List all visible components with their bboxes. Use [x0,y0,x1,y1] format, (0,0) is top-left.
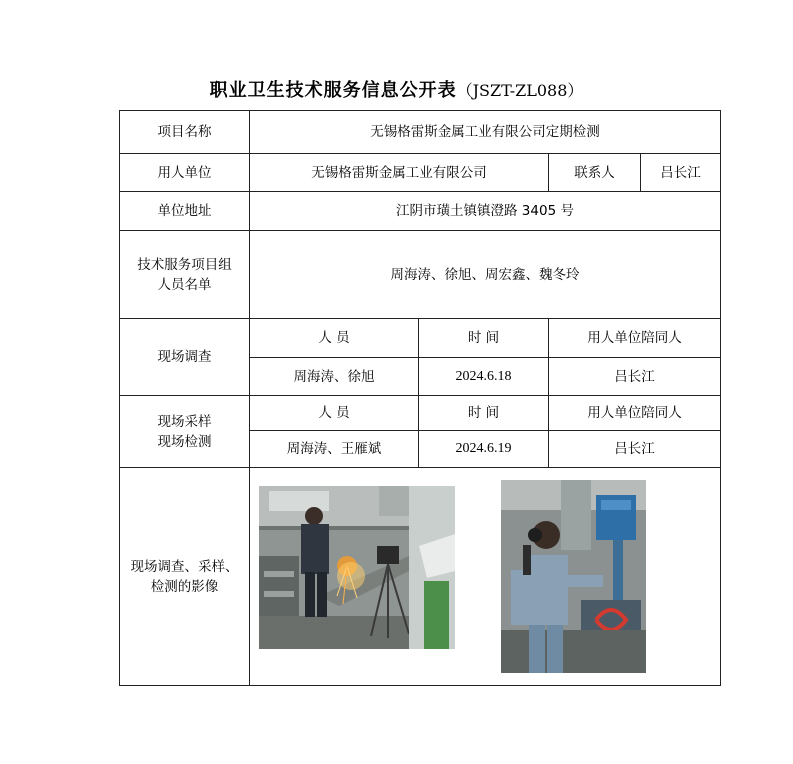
survey-col-people: 人 员 [250,319,419,358]
team-label-line1: 技术服务项目组 [137,256,232,273]
contact-value: 吕长江 [641,154,721,192]
survey-label: 现场调查 [120,319,250,396]
sampling-col-time: 时 间 [419,396,549,431]
row-sampling-header [120,396,721,431]
sampling-escort: 吕长江 [549,431,721,468]
survey-people: 周海涛、徐旭 [250,358,419,396]
team-label [120,231,250,319]
sampling-col-escort: 用人单位陪同人 [549,396,721,431]
row-address [120,192,721,231]
client-value: 无锡格雷斯金属工业有限公司 [250,154,549,192]
survey-col-time: 时 间 [419,319,549,358]
project-name-label: 项目名称 [120,111,250,154]
drilling-photo-image [501,480,646,673]
images-label-line1: 现场调查、采样、 [130,558,239,575]
team-label-line2: 人员名单 [157,276,212,293]
grinding-photo-image [259,486,455,649]
team-value: 周海涛、徐旭、周宏鑫、魏冬玲 [250,231,721,319]
sampling-people: 周海涛、王雁斌 [250,431,419,468]
images-label-line2: 检测的影像 [150,578,219,595]
survey-time: 2024.6.18 [419,358,549,396]
title-code: （JSZT-ZL088） [456,81,584,100]
row-project-name [120,111,721,154]
survey-escort: 吕长江 [549,358,721,396]
images-label [120,468,250,686]
page-title [0,76,793,102]
row-team [120,231,721,319]
site-photo-drilling [501,480,646,673]
sampling-col-people: 人 员 [250,396,419,431]
site-photo-grinding [259,486,455,649]
survey-col-escort: 用人单位陪同人 [549,319,721,358]
sampling-label-line1: 现场采样 [157,413,212,430]
project-name-value: 无锡格雷斯金属工业有限公司定期检测 [250,111,721,154]
sampling-time: 2024.6.19 [419,431,549,468]
contact-label: 联系人 [549,154,641,192]
address-value: 江阴市璜土镇镇澄路 3405 号 [250,192,721,231]
row-client [120,154,721,192]
sampling-label [120,396,250,468]
address-label: 单位地址 [120,192,250,231]
sampling-label-line2: 现场检测 [157,433,212,450]
row-survey-header [120,319,721,358]
title-main: 职业卫生技术服务信息公开表 [209,80,457,101]
client-label: 用人单位 [120,154,250,192]
